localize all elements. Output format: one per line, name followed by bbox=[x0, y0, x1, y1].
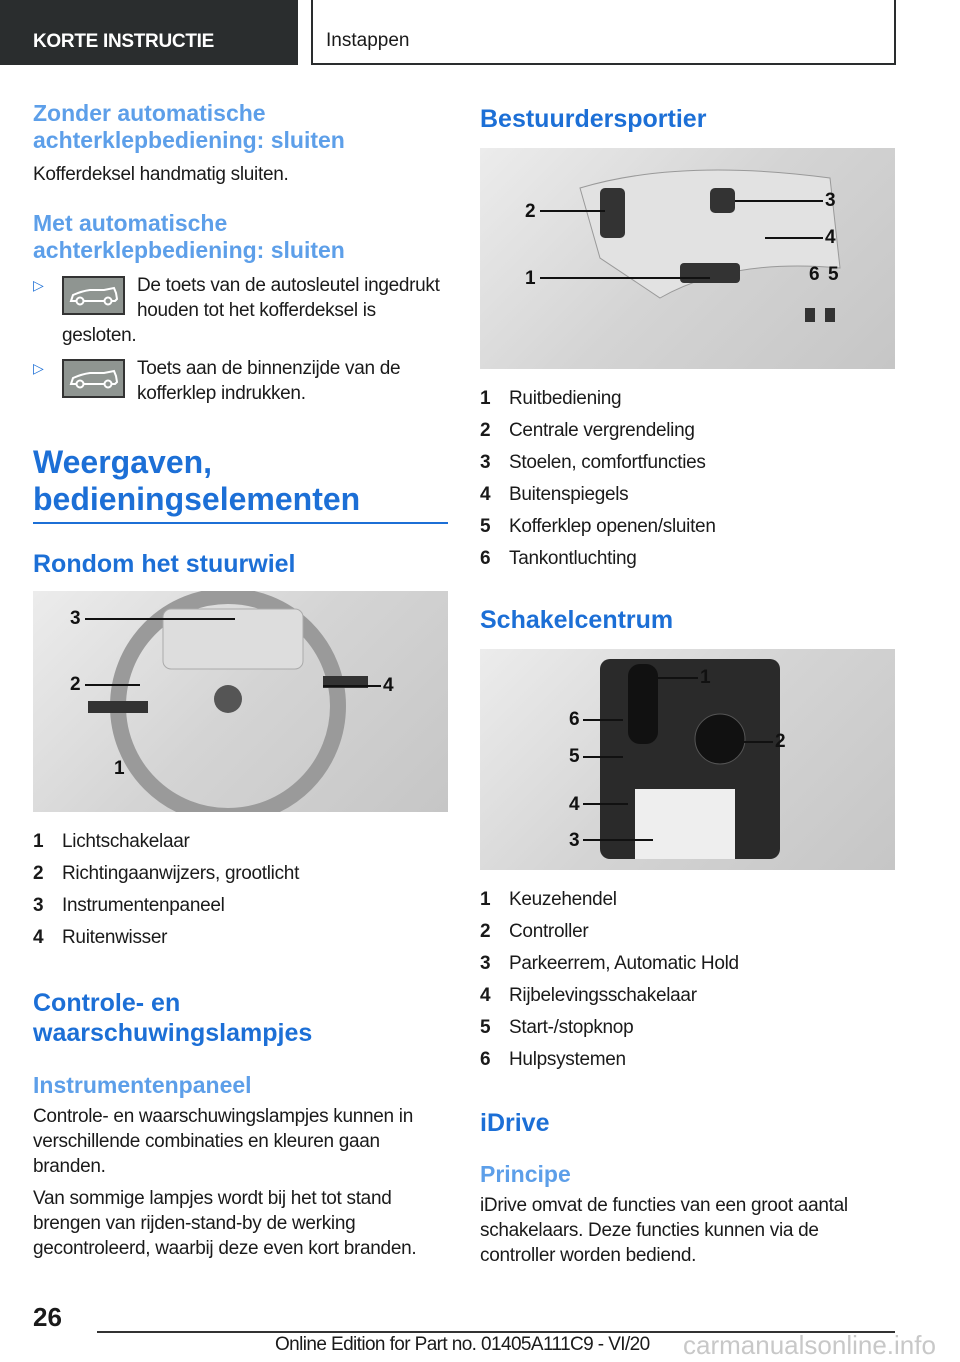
triangle-bullet-icon: ▷ bbox=[33, 277, 44, 293]
watermark: carmanualsonline.info bbox=[683, 1330, 936, 1360]
callout-number: 4 bbox=[383, 675, 394, 696]
legend-item: 3 Stoelen, comfortfuncties bbox=[480, 452, 706, 473]
callout-number: 4 bbox=[825, 227, 836, 248]
legend-item: 5 Kofferklep openen/sluiten bbox=[480, 516, 716, 537]
heading-weergaven: Weergaven, bedieningselementen bbox=[33, 444, 448, 524]
heading-instrumentenpaneel: Instrumentenpaneel bbox=[33, 1072, 252, 1098]
callout-number: 2 bbox=[775, 731, 786, 752]
portier-legend bbox=[480, 383, 895, 575]
section-tab: KORTE INSTRUCTIE bbox=[0, 0, 298, 65]
page-number: 26 bbox=[33, 1302, 62, 1332]
callout-number: 5 bbox=[569, 746, 580, 767]
callout-number: 1 bbox=[114, 758, 125, 779]
bullet-text: Toets aan de binnenzijde van de kofferklep indrukken. bbox=[137, 358, 401, 404]
legend-item: 5 Start-/stopknop bbox=[480, 1017, 634, 1038]
triangle-bullet-icon: ▷ bbox=[33, 360, 44, 376]
legend-item: 4 Buitenspiegels bbox=[480, 484, 629, 505]
legend-item: 1 Ruitbediening bbox=[480, 388, 622, 409]
legend-item: 6 Hulpsystemen bbox=[480, 1049, 626, 1070]
callout-number: 3 bbox=[825, 190, 836, 211]
heading-schakelcentrum: Schakelcentrum bbox=[480, 606, 674, 634]
paragraph-principe: iDrive omvat de functies van een groot aantal schakelaars. Deze functies kunnen via de controller worden bediend. bbox=[480, 1195, 848, 1266]
callout-number: 6 bbox=[569, 709, 580, 730]
callout-number: 2 bbox=[525, 201, 536, 222]
paragraph-2: Van sommige lampjes wordt bij het tot stand brengen van rijden-stand-by de werking gecontroleerd, waarbij deze even kort branden. bbox=[33, 1188, 417, 1259]
callout-number: 2 bbox=[70, 674, 81, 695]
bullet-item bbox=[33, 273, 448, 348]
callout-number: 1 bbox=[700, 667, 711, 688]
driver-door-image bbox=[480, 148, 895, 369]
legend-item: 2 Controller bbox=[480, 921, 589, 942]
chapter-tab: Instappen bbox=[311, 0, 896, 65]
callout-number: 1 bbox=[525, 268, 536, 289]
callout-number: 3 bbox=[569, 830, 580, 851]
bullet-item bbox=[33, 356, 448, 406]
edition-text: Online Edition for Part no. 01405A111C9 - VI/20 bbox=[275, 1334, 650, 1355]
legend-item: 4 Ruitenwisser bbox=[33, 927, 168, 948]
callout-number: 4 bbox=[569, 794, 580, 815]
bullet-text: De toets van de autosleutel ingedrukt houden tot het kofferdeksel is gesloten. bbox=[62, 275, 440, 346]
heading-idrive: iDrive bbox=[480, 1109, 550, 1137]
car-trunk-icon bbox=[62, 359, 125, 398]
car-trunk-icon bbox=[62, 276, 125, 315]
text-zonder: Kofferdeksel handmatig sluiten. bbox=[33, 164, 289, 185]
left-column bbox=[33, 100, 448, 1261]
heading-met: Met automatische achterklepbediening: sluiten bbox=[33, 210, 345, 263]
heading-portier: Bestuurdersportier bbox=[480, 105, 707, 133]
stuurwiel-legend bbox=[33, 826, 448, 954]
legend-item: 3 Instrumentenpaneel bbox=[33, 895, 225, 916]
legend-item: 1 Keuzehendel bbox=[480, 889, 617, 910]
right-column bbox=[480, 100, 895, 1268]
paragraph-1: Controle- en waarschuwingslampjes kunnen in verschillende combinaties en kleuren gaan branden. bbox=[33, 1106, 413, 1177]
heading-zonder: Zonder automatische achterklepbediening: sluiten bbox=[33, 100, 345, 153]
legend-item: 2 Centrale vergrendeling bbox=[480, 420, 695, 441]
console-image bbox=[480, 649, 895, 870]
schakel-legend bbox=[480, 884, 895, 1076]
legend-item: 3 Parkeerrem, Automatic Hold bbox=[480, 953, 739, 974]
callout-number: 6 bbox=[809, 264, 820, 285]
heading-principe: Principe bbox=[480, 1161, 571, 1187]
legend-item: 6 Tankontluchting bbox=[480, 548, 637, 569]
heading-lampjes: Controle- en waarschuwingslampjes bbox=[33, 989, 313, 1047]
legend-item: 2 Richtingaanwijzers, grootlicht bbox=[33, 863, 300, 884]
legend-item: 1 Lichtschakelaar bbox=[33, 831, 190, 852]
callout-number: 3 bbox=[70, 608, 81, 629]
legend-item: 4 Rijbelevingsschakelaar bbox=[480, 985, 697, 1006]
steering-wheel-image bbox=[33, 591, 448, 812]
callout-number: 5 bbox=[828, 264, 839, 285]
heading-stuurwiel: Rondom het stuurwiel bbox=[33, 550, 296, 578]
